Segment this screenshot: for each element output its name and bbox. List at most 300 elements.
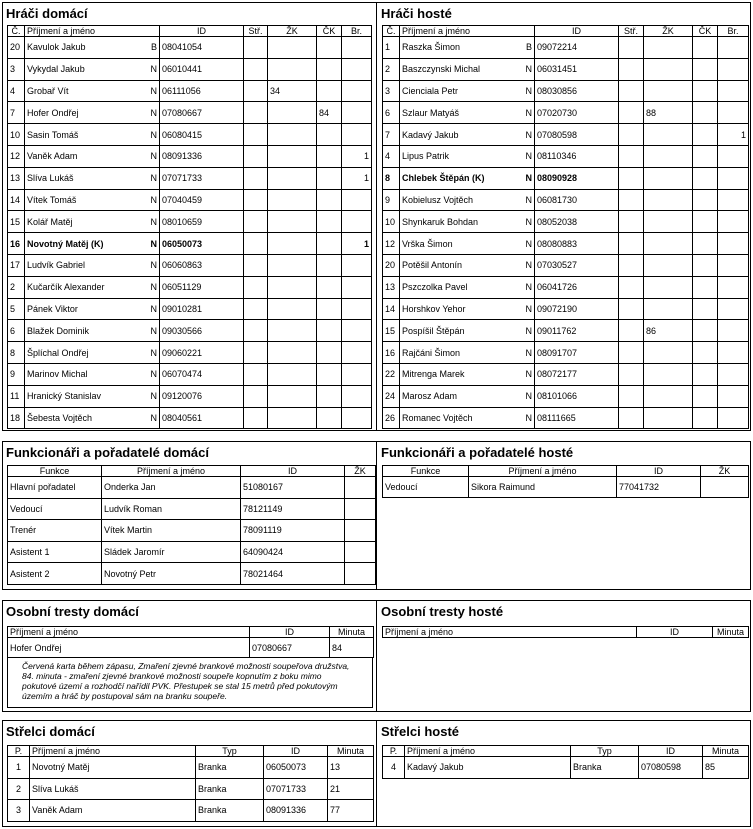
cell-id: 09072214 <box>535 37 619 59</box>
cell-goals <box>244 167 268 189</box>
cell-number: 9 <box>8 363 25 385</box>
player-position: N <box>150 260 157 271</box>
cell-goals <box>244 385 268 407</box>
table-row <box>8 102 372 124</box>
cell-order: 1 <box>8 757 30 779</box>
cell-number: 6 <box>8 320 25 342</box>
player-position: N <box>525 238 532 249</box>
cell-name <box>25 342 160 364</box>
cell-number: 1 <box>383 37 400 59</box>
cell-name <box>25 145 160 167</box>
col-header-id: ID <box>535 26 619 37</box>
cell-goalkeeper <box>342 80 372 102</box>
cell-type: Branka <box>196 778 264 800</box>
home-scorers-table <box>7 745 374 822</box>
cell-id: 78091119 <box>241 520 345 542</box>
player-position: N <box>525 282 532 293</box>
cell-red-card <box>317 298 342 320</box>
cell-yellow-card <box>268 58 317 80</box>
cell-id: 08111665 <box>535 407 619 429</box>
cell-number: 17 <box>8 254 25 276</box>
cell-number: 18 <box>8 407 25 429</box>
cell-goals <box>244 320 268 342</box>
player-name: Raszka Šimon <box>402 42 461 53</box>
cell-red-card <box>317 124 342 146</box>
player-name: Baszczynski Michal <box>402 64 481 75</box>
table-row <box>383 211 749 233</box>
player-position: N <box>150 173 157 184</box>
cell-name <box>400 80 535 102</box>
cell-number: 11 <box>8 385 25 407</box>
cell-id: 08072177 <box>535 363 619 385</box>
player-name: Grobař Vít <box>27 85 69 96</box>
player-position: N <box>150 369 157 380</box>
col-header-goals: Stř. <box>619 26 644 37</box>
player-position: N <box>150 412 157 423</box>
cell-name: Kadavý Jakub <box>405 757 571 779</box>
col-header-id: ID <box>250 627 330 638</box>
player-position: N <box>150 391 157 402</box>
table-row <box>8 189 372 211</box>
scorers-section <box>2 720 751 827</box>
cell-number: 16 <box>8 233 25 255</box>
cell-goals <box>619 233 644 255</box>
player-position: N <box>150 347 157 358</box>
cell-name <box>25 276 160 298</box>
cell-goals <box>244 80 268 102</box>
cell-goalkeeper <box>718 167 749 189</box>
cell-number: 26 <box>383 407 400 429</box>
table-row <box>383 37 749 59</box>
cell-goalkeeper <box>342 254 372 276</box>
cell-red-card <box>317 189 342 211</box>
home-penalties-table <box>7 626 374 658</box>
table-row <box>383 342 749 364</box>
cell-yellow-card <box>644 145 693 167</box>
cell-yellow-card <box>268 407 317 429</box>
col-header-minute: Minuta <box>328 746 374 757</box>
player-position: N <box>150 151 157 162</box>
away-officials-table <box>382 465 749 498</box>
cell-number: 24 <box>383 385 400 407</box>
cell-goals <box>619 167 644 189</box>
cell-name <box>400 102 535 124</box>
table-header-row <box>8 466 376 477</box>
cell-red-card <box>693 211 718 233</box>
table-row <box>383 407 749 429</box>
cell-red-card <box>317 58 342 80</box>
cell-type: Branka <box>196 757 264 779</box>
cell-name <box>400 37 535 59</box>
table-row <box>8 757 374 779</box>
cell-goalkeeper <box>718 276 749 298</box>
cell-red-card <box>317 342 342 364</box>
player-name: Cienciala Petr <box>402 85 459 96</box>
player-name: Šplíchal Ondřej <box>27 347 89 358</box>
cell-yellow-card <box>644 124 693 146</box>
player-position: N <box>525 325 532 336</box>
col-header-id: ID <box>639 746 703 757</box>
cell-name <box>400 385 535 407</box>
cell-goalkeeper <box>718 407 749 429</box>
player-position: N <box>150 107 157 118</box>
player-name: Shynkaruk Bohdan <box>402 216 479 227</box>
cell-yellow-card <box>644 407 693 429</box>
cell-id: 06031451 <box>535 58 619 80</box>
cell-yellow-card <box>268 167 317 189</box>
cell-role: Vedoucí <box>8 498 102 520</box>
col-header-id: ID <box>637 627 713 638</box>
cell-name <box>400 298 535 320</box>
cell-name <box>25 80 160 102</box>
cell-name <box>400 124 535 146</box>
player-name: Chlebek Štěpán (K) <box>402 173 485 184</box>
cell-name: Sládek Jaromír <box>102 541 241 563</box>
table-row <box>8 211 372 233</box>
cell-number: 6 <box>383 102 400 124</box>
cell-goals <box>619 298 644 320</box>
cell-red-card <box>317 363 342 385</box>
cell-yellow-card <box>701 477 749 498</box>
cell-goalkeeper <box>718 254 749 276</box>
player-name: Marinov Michal <box>27 369 88 380</box>
cell-number: 2 <box>383 58 400 80</box>
cell-id: 06010441 <box>160 58 244 80</box>
cell-goals <box>619 211 644 233</box>
cell-id: 06050073 <box>160 233 244 255</box>
home-players-title: Hráči domácí <box>6 6 88 21</box>
cell-yellow-card <box>345 477 376 499</box>
cell-goalkeeper <box>718 58 749 80</box>
col-header-minute: Minuta <box>713 627 749 638</box>
cell-goals <box>619 320 644 342</box>
cell-yellow-card <box>268 233 317 255</box>
player-position: N <box>525 151 532 162</box>
cell-goalkeeper <box>342 320 372 342</box>
cell-yellow-card <box>268 37 317 59</box>
away-players-panel <box>378 3 750 430</box>
cell-id: 07080598 <box>535 124 619 146</box>
table-row <box>8 342 372 364</box>
col-header-name: Příjmení a jméno <box>30 746 196 757</box>
cell-name <box>400 189 535 211</box>
cell-name <box>25 363 160 385</box>
cell-red-card <box>317 320 342 342</box>
cell-id: 07080598 <box>639 757 703 779</box>
player-position: N <box>150 85 157 96</box>
home-officials-table <box>7 465 376 585</box>
cell-goals <box>619 363 644 385</box>
cell-name <box>400 58 535 80</box>
cell-red-card <box>317 385 342 407</box>
cell-goals <box>244 124 268 146</box>
col-header-number: Č. <box>383 26 400 37</box>
away-penalties-table <box>382 626 749 638</box>
table-row <box>8 385 372 407</box>
col-header-name: Příjmení a jméno <box>102 466 241 477</box>
table-row <box>8 167 372 189</box>
cell-id: 08041054 <box>160 37 244 59</box>
cell-minute: 13 <box>328 757 374 779</box>
col-header-goals: Stř. <box>244 26 268 37</box>
cell-number: 10 <box>8 124 25 146</box>
cell-goalkeeper <box>718 363 749 385</box>
cell-name: Onderka Jan <box>102 477 241 499</box>
cell-id: 07071733 <box>160 167 244 189</box>
home-scorers-title: Střelci domácí <box>6 724 95 739</box>
table-row <box>8 498 376 520</box>
cell-yellow-card <box>268 211 317 233</box>
cell-id: 06080415 <box>160 124 244 146</box>
cell-name <box>400 254 535 276</box>
cell-goalkeeper <box>342 276 372 298</box>
cell-goalkeeper <box>718 37 749 59</box>
cell-goalkeeper <box>718 80 749 102</box>
home-officials-title: Funkcionáři a pořadatelé domácí <box>6 445 209 460</box>
col-header-yellow-card: ŽK <box>701 466 749 477</box>
cell-goals <box>244 363 268 385</box>
cell-name <box>25 124 160 146</box>
away-scorers-table <box>382 745 749 779</box>
col-header-name: Příjmení a jméno <box>8 627 250 638</box>
cell-id: 08090928 <box>535 167 619 189</box>
home-scorers-panel <box>3 721 377 826</box>
cell-yellow-card <box>644 233 693 255</box>
cell-number: 12 <box>383 233 400 255</box>
player-name: Slíva Lukáš <box>27 173 74 184</box>
cell-id: 06051129 <box>160 276 244 298</box>
player-name: Kadavý Jakub <box>402 129 459 140</box>
cell-id: 06060863 <box>160 254 244 276</box>
col-header-red-card: ČK <box>317 26 342 37</box>
table-row <box>8 124 372 146</box>
player-name: Pánek Viktor <box>27 303 78 314</box>
cell-goals <box>244 189 268 211</box>
cell-type: Branka <box>196 800 264 822</box>
table-header-row <box>8 26 372 37</box>
cell-yellow-card <box>268 342 317 364</box>
player-position: N <box>525 216 532 227</box>
cell-goalkeeper <box>342 385 372 407</box>
cell-yellow-card <box>345 563 376 585</box>
cell-id: 09060221 <box>160 342 244 364</box>
cell-name: Hofer Ondřej <box>8 638 250 658</box>
cell-number: 20 <box>383 254 400 276</box>
cell-name <box>400 233 535 255</box>
cell-goals <box>244 233 268 255</box>
players-section <box>2 2 751 431</box>
table-header-row <box>383 466 749 477</box>
home-players-table <box>7 25 372 429</box>
col-header-yellow-card: ŽK <box>644 26 693 37</box>
player-position: N <box>525 260 532 271</box>
table-row <box>8 520 376 542</box>
cell-goalkeeper <box>342 58 372 80</box>
cell-red-card <box>693 407 718 429</box>
col-header-yellow-card: ŽK <box>268 26 317 37</box>
col-header-id: ID <box>264 746 328 757</box>
cell-yellow-card <box>268 385 317 407</box>
cell-id: 07020730 <box>535 102 619 124</box>
cell-name <box>400 145 535 167</box>
cell-red-card <box>693 167 718 189</box>
cell-yellow-card <box>345 541 376 563</box>
cell-goals <box>619 145 644 167</box>
cell-goalkeeper <box>718 298 749 320</box>
table-row <box>8 541 376 563</box>
cell-name <box>25 320 160 342</box>
cell-name <box>400 363 535 385</box>
table-row <box>8 320 372 342</box>
cell-goalkeeper: 1 <box>718 124 749 146</box>
cell-goalkeeper <box>342 124 372 146</box>
cell-yellow-card: 86 <box>644 320 693 342</box>
cell-goalkeeper <box>718 385 749 407</box>
cell-name <box>400 407 535 429</box>
cell-red-card <box>693 124 718 146</box>
table-header-row <box>383 746 749 757</box>
table-row <box>8 233 372 255</box>
cell-yellow-card <box>644 363 693 385</box>
cell-number: 3 <box>8 58 25 80</box>
cell-goals <box>619 254 644 276</box>
away-officials-panel <box>378 442 750 589</box>
cell-yellow-card <box>268 363 317 385</box>
player-position: N <box>525 107 532 118</box>
cell-number: 4 <box>8 80 25 102</box>
cell-goalkeeper <box>718 342 749 364</box>
player-position: B <box>150 42 157 53</box>
cell-goalkeeper <box>342 363 372 385</box>
cell-number: 14 <box>8 189 25 211</box>
player-name: Šebesta Vojtěch <box>27 412 93 423</box>
cell-order: 3 <box>8 800 30 822</box>
cell-yellow-card <box>268 102 317 124</box>
cell-number: 22 <box>383 363 400 385</box>
col-header-id: ID <box>617 466 701 477</box>
cell-id: 77041732 <box>617 477 701 498</box>
cell-goalkeeper <box>342 211 372 233</box>
player-position: N <box>150 325 157 336</box>
table-row <box>8 800 374 822</box>
cell-name <box>25 167 160 189</box>
cell-goals <box>619 407 644 429</box>
cell-id: 09010281 <box>160 298 244 320</box>
cell-name: Novotný Petr <box>102 563 241 585</box>
table-row <box>8 778 374 800</box>
table-row <box>8 254 372 276</box>
cell-yellow-card <box>268 298 317 320</box>
player-position: N <box>525 129 532 140</box>
cell-red-card: 84 <box>317 102 342 124</box>
cell-id: 07080667 <box>160 102 244 124</box>
penalties-section <box>2 600 751 712</box>
col-header-name: Příjmení a jméno <box>400 26 535 37</box>
cell-id: 09072190 <box>535 298 619 320</box>
cell-number: 12 <box>8 145 25 167</box>
cell-yellow-card <box>644 37 693 59</box>
cell-goalkeeper <box>718 211 749 233</box>
player-name: Kučarčík Alexander <box>27 282 105 293</box>
officials-section <box>2 441 751 590</box>
cell-id: 09030566 <box>160 320 244 342</box>
cell-goals <box>244 58 268 80</box>
col-header-name: Příjmení a jméno <box>25 26 160 37</box>
player-name: Lipus Patrik <box>402 151 450 162</box>
cell-id: 08052038 <box>535 211 619 233</box>
cell-number: 20 <box>8 37 25 59</box>
col-header-order: P. <box>8 746 30 757</box>
cell-goals <box>244 211 268 233</box>
player-name: Kobielusz Vojtěch <box>402 194 474 205</box>
cell-red-card <box>317 211 342 233</box>
cell-number: 10 <box>383 211 400 233</box>
cell-name: Ludvík Roman <box>102 498 241 520</box>
cell-id: 09011762 <box>535 320 619 342</box>
cell-name <box>400 276 535 298</box>
player-name: Novotný Matěj (K) <box>27 238 104 249</box>
player-position: N <box>150 194 157 205</box>
col-header-red-card: ČK <box>693 26 718 37</box>
cell-red-card <box>693 102 718 124</box>
cell-red-card <box>317 276 342 298</box>
player-position: N <box>150 238 157 249</box>
away-scorers-panel <box>378 721 750 826</box>
player-name: Vrška Šimon <box>402 238 453 249</box>
table-row <box>383 254 749 276</box>
cell-red-card <box>317 167 342 189</box>
cell-id: 06041726 <box>535 276 619 298</box>
cell-yellow-card <box>268 320 317 342</box>
col-header-goalkeeper: Br. <box>342 26 372 37</box>
cell-goalkeeper <box>342 102 372 124</box>
cell-minute: 21 <box>328 778 374 800</box>
col-header-role: Funkce <box>8 466 102 477</box>
cell-red-card <box>693 298 718 320</box>
cell-yellow-card <box>644 80 693 102</box>
player-position: N <box>525 303 532 314</box>
cell-goals <box>244 276 268 298</box>
table-row <box>383 189 749 211</box>
cell-number: 8 <box>8 342 25 364</box>
cell-red-card <box>693 254 718 276</box>
cell-minute: 85 <box>703 757 749 779</box>
cell-name <box>25 211 160 233</box>
player-name: Pszczolka Pavel <box>402 282 468 293</box>
col-header-role: Funkce <box>383 466 469 477</box>
player-position: N <box>525 391 532 402</box>
cell-goalkeeper <box>342 189 372 211</box>
home-players-panel <box>3 3 377 430</box>
cell-goals <box>619 385 644 407</box>
cell-yellow-card <box>644 167 693 189</box>
player-position: N <box>150 303 157 314</box>
cell-id: 06050073 <box>264 757 328 779</box>
away-players-title: Hráči hosté <box>381 6 452 21</box>
player-name: Ludvík Gabriel <box>27 260 86 271</box>
cell-goalkeeper <box>718 145 749 167</box>
cell-name: Sikora Raimund <box>469 477 617 498</box>
player-name: Kolář Matěj <box>27 216 73 227</box>
player-name: Vykydal Jakub <box>27 64 85 75</box>
cell-id: 08091336 <box>160 145 244 167</box>
cell-name: Vaněk Adam <box>30 800 196 822</box>
cell-name <box>400 167 535 189</box>
player-position: N <box>150 216 157 227</box>
cell-goals <box>619 342 644 364</box>
table-row <box>383 102 749 124</box>
home-penalties-title: Osobní tresty domácí <box>6 604 139 619</box>
